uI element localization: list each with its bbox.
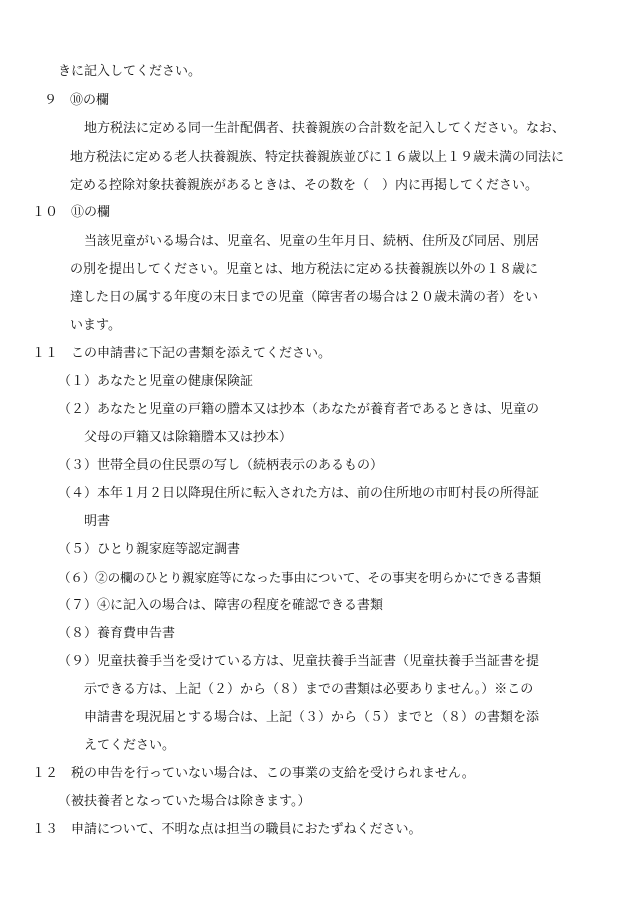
list-item: （４）本年１月２日以降現住所に転入された方は、前の住所地の市町村長の所得証: [58, 486, 540, 501]
text-line: います。: [70, 318, 121, 333]
text-line: 地方税法に定める老人扶養親族、特定扶養親族並びに１６歳以上１９歳未満の同法に: [70, 150, 565, 165]
list-item: （１）あなたと児童の健康保険証: [58, 374, 254, 389]
list-item-continuation: 父母の戸籍又は除籍謄本又は抄本）: [84, 430, 293, 445]
section-heading: １３ 申請について、不明な点は担当の職員におたずねください。: [32, 822, 422, 837]
list-item-continuation: 示できる方は、上記（２）から（８）までの書類は必要ありません。）※この: [84, 682, 534, 697]
list-item-continuation: 明書: [84, 514, 111, 529]
section-heading: １１ この申請書に下記の書類を添えてください。: [32, 346, 332, 361]
list-item: （６）②の欄のひとり親家庭等になった事由について、その事実を明らかにできる書類: [58, 570, 541, 585]
text-line: 達した日の属する年度の末日までの児童（障害者の場合は２０歳未満の者）をい: [70, 290, 539, 305]
text-line: 定める控除対象扶養親族があるときは、その数を（ ）内に再掲してください。: [70, 178, 539, 193]
section-heading: ９ ⑩の欄: [44, 93, 110, 108]
list-item: （８）養育費申告書: [58, 626, 176, 641]
section-heading: １０ ⑪の欄: [32, 205, 111, 220]
list-item-continuation: えてください。: [84, 738, 176, 753]
text-line: の別を提出してください。児童とは、地方税法に定める扶養親族以外の１８歳に: [70, 262, 539, 277]
text-line: （被扶養者となっていた場合は除きます。）: [58, 794, 311, 809]
list-item: （５）ひとり親家庭等認定調書: [58, 542, 241, 557]
list-item: （９）児童扶養手当を受けている方は、児童扶養手当証書（児童扶養手当証書を提: [58, 654, 540, 669]
list-item: （７）④に記入の場合は、障害の程度を確認できる書類: [58, 598, 384, 613]
list-item: （３）世帯全員の住民票の写し（続柄表示のあるもの）: [58, 458, 384, 473]
text-line: 地方税法に定める同一生計配偶者、扶養親族の合計数を記入してください。なお、: [84, 121, 566, 136]
text-line: 当該児童がいる場合は、児童名、児童の生年月日、続柄、住所及び同居、別居: [84, 234, 540, 249]
list-item: （２）あなたと児童の戸籍の謄本又は抄本（あなたが養育者であるときは、児童の: [58, 402, 540, 417]
text-line: きに記入してください。: [58, 64, 202, 79]
section-heading: １２ 税の申告を行っていない場合は、この事業の支給を受けられません。: [32, 766, 475, 781]
list-item-continuation: 申請書を現況届とする場合は、上記（３）から（５）までと（８）の書類を添: [84, 710, 540, 725]
